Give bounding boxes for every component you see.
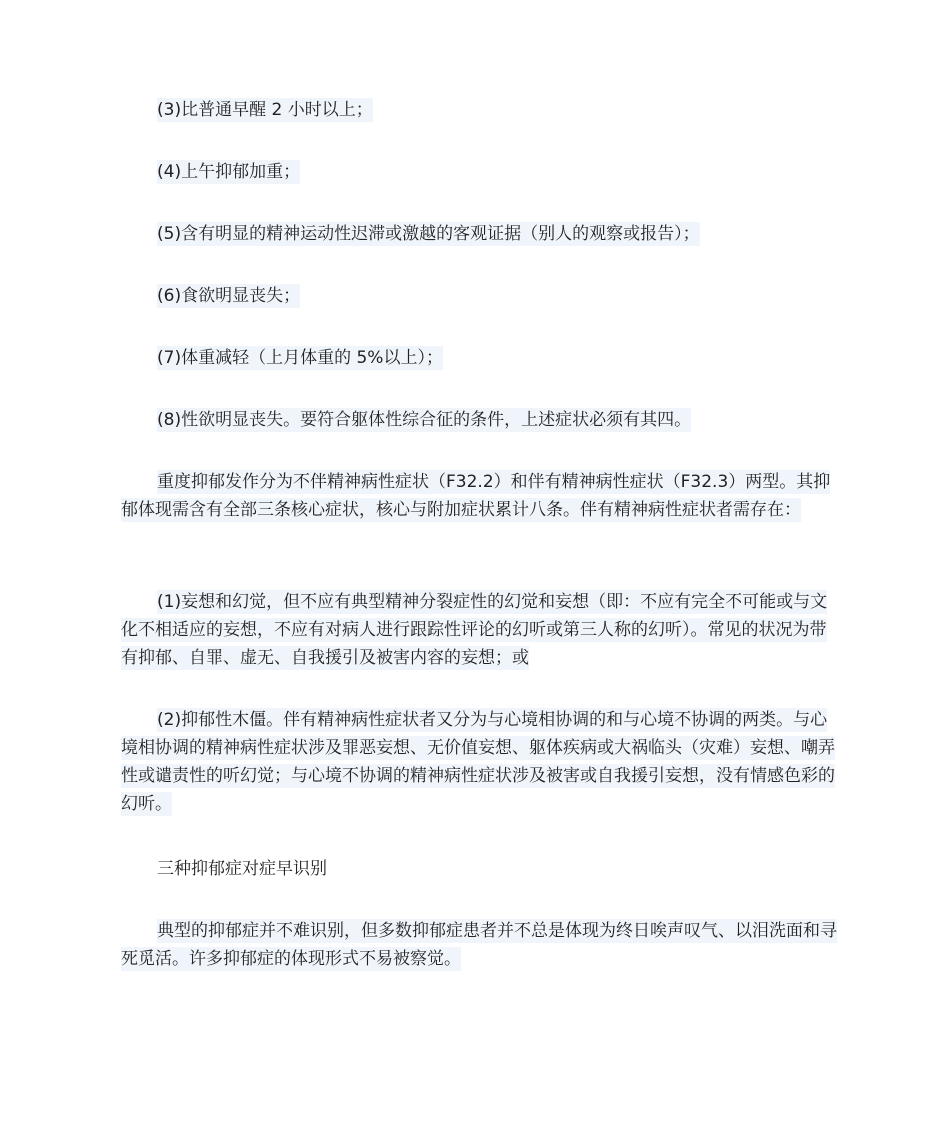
paragraph-item-8 bbox=[121, 406, 841, 434]
paragraph-item-3 bbox=[121, 96, 841, 124]
paragraph-psychotic-2 bbox=[121, 706, 841, 818]
paragraph-text: 典型的抑郁症并不难识别，但多数抑郁症患者并不总是体现为终日唉声叹气、以泪洗面和寻死觅活。许多抑郁症的体现形式不易被察觉。 bbox=[121, 921, 837, 969]
paragraph-text: 重度抑郁发作分为不伴精神病性症状（F32.2）和伴有精神病性症状（F32.3）两型。其抑郁体现需含有全部三条核心症状，核心与附加症状累计八条。伴有精神病性症状者需存在： bbox=[121, 472, 831, 520]
paragraph-item-7 bbox=[121, 344, 841, 372]
paragraph-text: (6)食欲明显丧失； bbox=[157, 286, 301, 306]
paragraph-early-recognition bbox=[121, 917, 841, 973]
paragraph-text: (8)性欲明显丧失。要符合躯体性综合征的条件，上述症状必须有其四。 bbox=[157, 410, 692, 430]
paragraph-text: (5)含有明显的精神运动性迟滞或激越的客观证据（别人的观察或报告）； bbox=[157, 224, 700, 244]
paragraph-text: (7)体重减轻（上月体重的 5%以上）； bbox=[157, 348, 443, 368]
paragraph-text: (3)比普通早醒 2 小时以上； bbox=[157, 100, 373, 120]
paragraph-psychotic-1 bbox=[121, 588, 841, 672]
paragraph-severe-depression bbox=[121, 468, 841, 524]
paragraph-text: (1)妄想和幻觉，但不应有典型精神分裂症性的幻觉和妄想（即：不应有完全不可能或与文化不相适应的妄想，不应有对病人进行跟踪性评论的幻听或第三人称的幻听）。常见的状况为带有抑郁、自罪、虚无、自我援引及被害内容的妄想；或 bbox=[121, 592, 828, 668]
paragraph-item-5 bbox=[121, 220, 841, 248]
section-heading bbox=[121, 855, 841, 883]
paragraph-text: (2)抑郁性木僵。伴有精神病性症状者又分为与心境相协调的和与心境不协调的两类。与心境相协调的精神病性症状涉及罪恶妄想、无价值妄想、躯体疾病或大祸临头（灾难）妄想、嘲弄性或谴责性的听幻觉；与心境不协调的精神病性症状涉及被害或自我援引妄想，没有情感色彩的幻听。 bbox=[121, 710, 835, 814]
paragraph-item-4 bbox=[121, 158, 841, 186]
paragraph-text: (4)上午抑郁加重； bbox=[157, 162, 301, 182]
paragraph-item-6 bbox=[121, 282, 841, 310]
heading-text: 三种抑郁症对症早识别 bbox=[157, 859, 327, 879]
